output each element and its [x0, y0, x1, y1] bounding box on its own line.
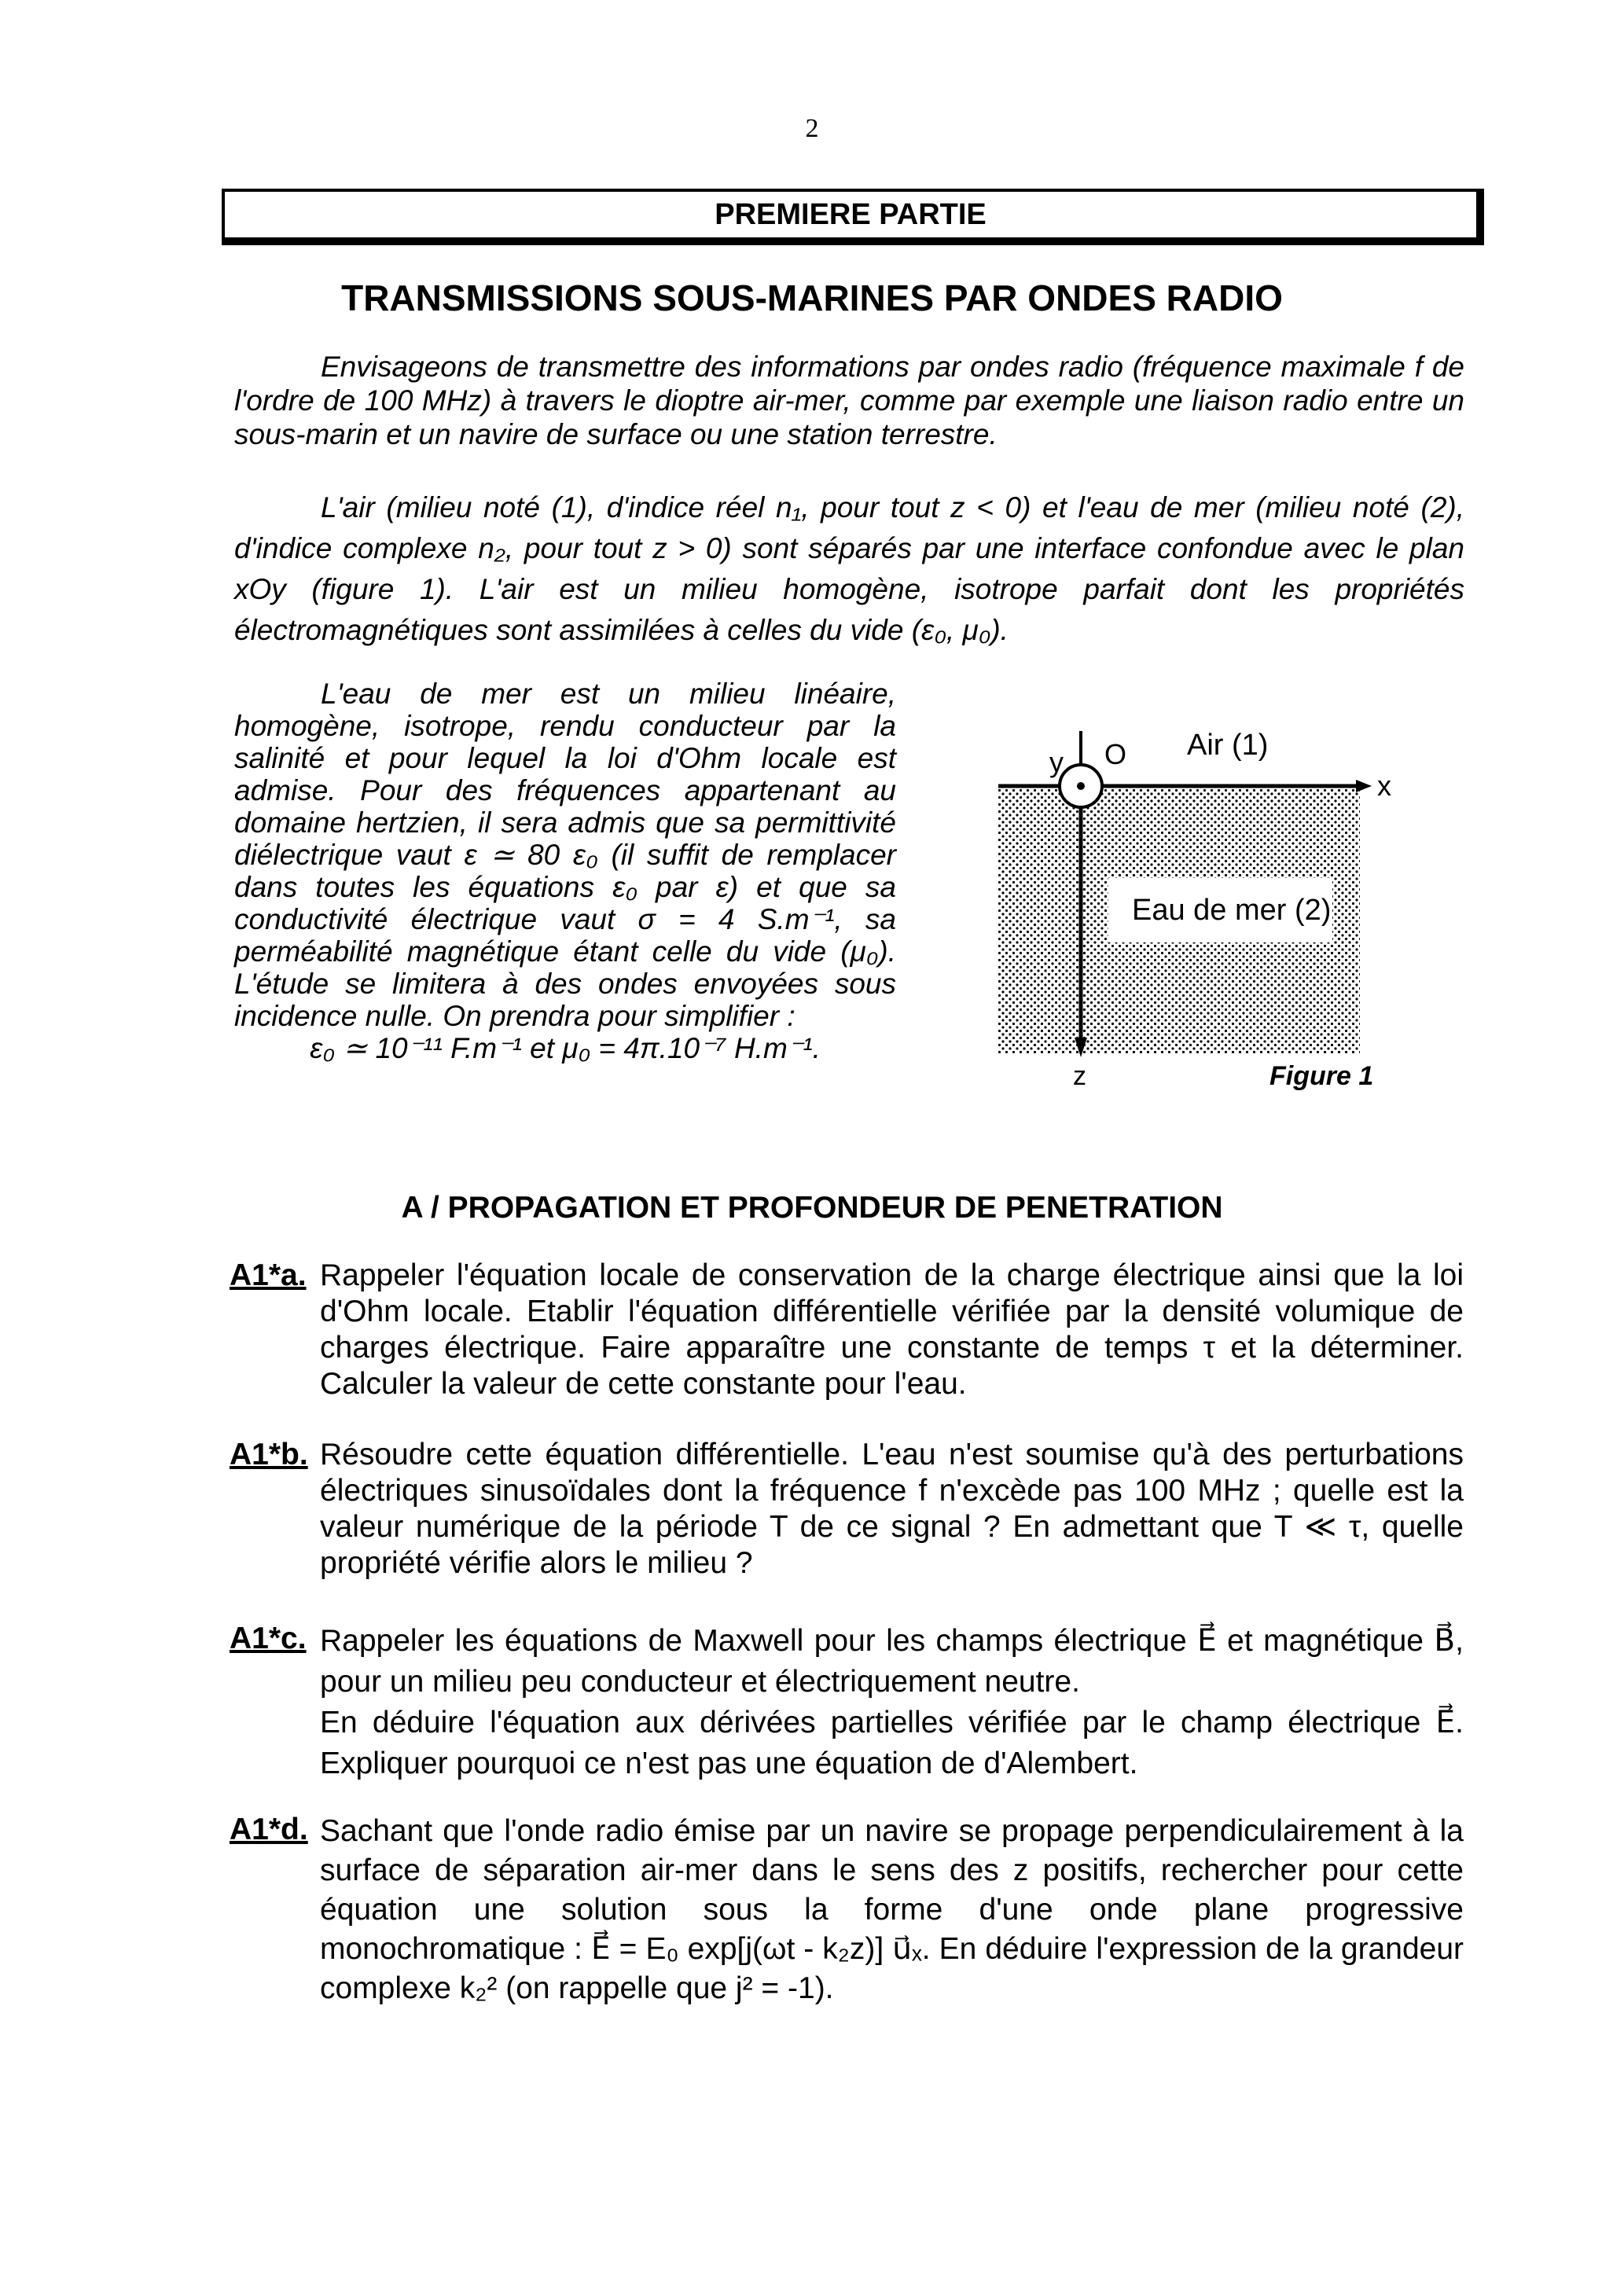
x-label: x — [1377, 770, 1391, 802]
question-a1d — [230, 1812, 1464, 2008]
part-header: PREMIERE PARTIE — [222, 189, 1484, 245]
section-a-heading: A / PROPAGATION ET PROFONDEUR DE PENETRATION — [401, 1191, 1223, 1225]
intro-text: Envisageons de transmettre des informations par ondes radio (fréquence maximale f de l'ordre de 100 MHz) à travers le dioptre air-mer, comme par exemple une liaison radio entre un sous-marin et un navire de surface ou une station terrestre. — [234, 351, 1464, 450]
z-label: z — [1073, 1061, 1086, 1091]
question-label: A1*c. — [230, 1622, 307, 1655]
y-label: y — [1049, 746, 1064, 778]
question-text: Rappeler les équations de Maxwell pour les champs électrique E⃗ et magnétique B⃗, pour un milieu peu conducteur et électriquement neutre. — [320, 1624, 1464, 1699]
question-text: Résoudre cette équation différentielle. L'eau n'est soumise qu'à des perturbations électriques sinusoïdales dont la fréquence f n'excède pas 100 MHz ; quelle est la valeur numérique de la période T de ce signal ? En admettant que T ≪ τ, quelle propriété vérifie alors le milieu ? — [320, 1438, 1464, 1580]
question-text: En déduire l'équation aux dérivées partielles vérifiée par le champ électrique E⃗. Expliquer pourquoi ce n'est pas une équation de d'Alembert. — [320, 1706, 1464, 1780]
constants-line: ε₀ ≃ 10⁻¹¹ F.m⁻¹ et μ₀ = 4π.10⁻⁷ H.m⁻¹. — [310, 1032, 821, 1064]
page-title: TRANSMISSIONS SOUS-MARINES PAR ONDES RADIO — [341, 277, 1283, 318]
question-a1b — [230, 1437, 1464, 1581]
figure-1 — [994, 707, 1450, 1100]
question-text: Sachant que l'onde radio émise par un navire se propage perpendiculairement à la surface de séparation air-mer dans le sens des z positifs, rechercher pour cette équation une solution sous la forme d'une onde plane progressive monochromatique : E⃗ = E₀ exp[j(ωt - k₂z)] u⃗ₓ. En déduire l'expression de la grandeur complexe k₂² (on rappelle que j² = -1). — [320, 1814, 1464, 2005]
question-a1c — [230, 1621, 1464, 1784]
question-a1a — [230, 1258, 1464, 1402]
air-label: Air (1) — [1187, 729, 1269, 762]
figure-diagram — [994, 707, 1450, 1100]
question-label: A1*d. — [230, 1813, 308, 1846]
y-axis-dot — [1077, 782, 1085, 790]
question-label: A1*a. — [230, 1258, 307, 1292]
figure-caption: Figure 1 — [1269, 1061, 1374, 1091]
water-label: Eau de mer (2) — [1132, 894, 1332, 927]
seawater-description — [234, 678, 896, 1064]
page-number: 2 — [805, 114, 819, 143]
intro-paragraph-2 — [234, 487, 1464, 651]
x-arrow-icon — [1356, 780, 1372, 792]
seawater-paragraph: L'eau de mer est un milieu linéaire, homogène, isotrope, rendu conducteur par la salinité et pour lequel la loi d'Ohm locale est admise. Pour des fréquences appartenant au domaine hertzien, il sera admis que sa permittivité diélectrique vaut ε ≃ 80 ε₀ (il suffit de remplacer dans toutes les équations ε₀ par ε) et que sa conductivité électrique vaut σ = 4 S.m⁻¹, sa perméabilité magnétique étant celle du vide (μ₀). L'étude se limitera à des ondes envoyées sous incidence nulle. On prendra pour simplifier : — [234, 678, 896, 1032]
origin-label: O — [1104, 738, 1127, 770]
intro-text: L'air (milieu noté (1), d'indice réel n₁, pour tout z < 0) et l'eau de mer (milieu noté (2), d'indice complexe n₂, pour tout z > 0) sont séparés par une interface confondue avec le plan xOy (figure 1). L'air est un milieu homogène, isotrope parfait dont les propriétés électromagnétiques sont assimilées à celles du vide (ε₀, μ₀). — [234, 491, 1464, 646]
question-text: Rappeler l'équation locale de conservation de la charge électrique ainsi que la loi d'Ohm locale. Etablir l'équation différentielle vérifiée par la densité volumique de charges électrique. Faire apparaître une constante de temps τ et la déterminer. Calculer la valeur de cette constante pour l'eau. — [320, 1258, 1464, 1401]
intro-paragraph-1 — [234, 350, 1464, 451]
question-label: A1*b. — [230, 1438, 308, 1471]
